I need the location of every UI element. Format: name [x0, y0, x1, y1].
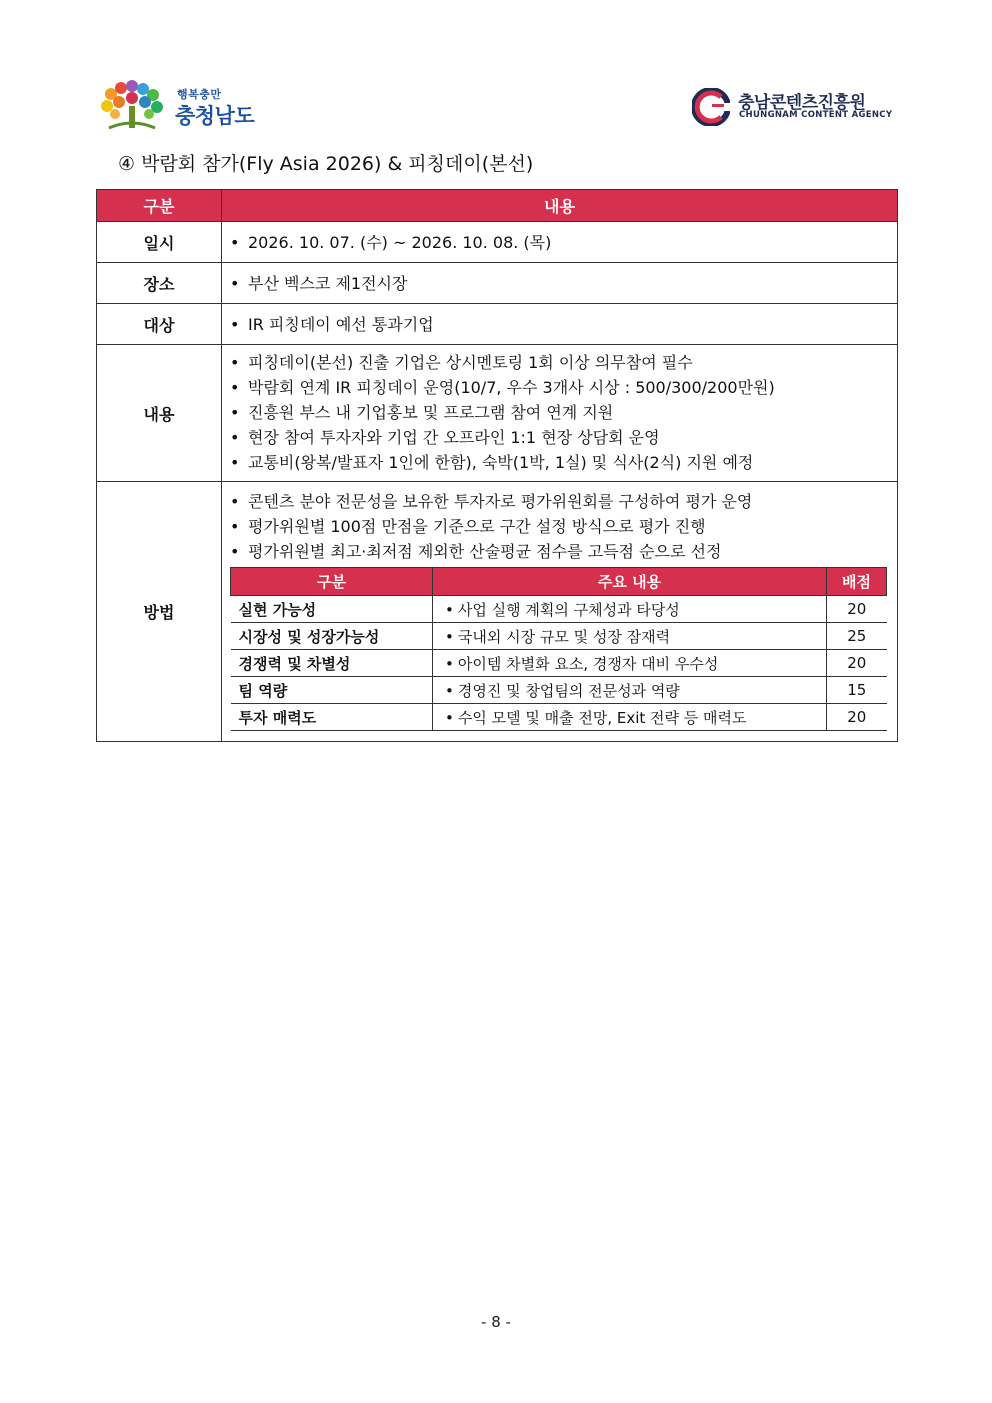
score-points: 15 — [827, 677, 887, 704]
table-row — [97, 482, 898, 742]
page-number: - 8 - — [481, 1313, 511, 1331]
score-header-points: 배점 — [827, 568, 887, 596]
table-row — [231, 650, 887, 677]
table-row — [97, 263, 898, 304]
list-item: • 평가위원별 100점 만점을 기준으로 구간 설정 방식으로 평가 진행 — [230, 514, 897, 539]
program-info-table — [96, 189, 898, 742]
table-row — [231, 704, 887, 731]
table-row — [97, 345, 898, 482]
row-content — [222, 263, 898, 304]
score-category: 시장성 및 성장가능성 — [231, 623, 433, 650]
row-label-details: 내용 — [97, 345, 222, 482]
row-content — [222, 304, 898, 345]
score-points: 20 — [827, 704, 887, 731]
score-content: • 사업 실행 계획의 구체성과 타당성 — [433, 596, 827, 623]
list-item: • 부산 벡스코 제1전시장 — [230, 271, 897, 296]
list-item: • 현장 참여 투자자와 기업 간 오프라인 1:1 현장 상담회 운영 — [230, 425, 897, 450]
score-content: • 국내외 시장 규모 및 성장 잠재력 — [433, 623, 827, 650]
row-label-place: 장소 — [97, 263, 222, 304]
score-category: 경쟁력 및 차별성 — [231, 650, 433, 677]
header-category: 구분 — [97, 190, 222, 222]
table-row — [231, 623, 887, 650]
tree-logo-icon — [99, 80, 165, 130]
agency-name-english: CHUNGNAM CONTENT AGENCY — [739, 110, 893, 120]
table-row — [97, 304, 898, 345]
score-header-row — [231, 568, 887, 596]
score-category: 실현 가능성 — [231, 596, 433, 623]
row-label-target: 대상 — [97, 304, 222, 345]
table-row — [97, 222, 898, 263]
row-label-date: 일시 — [97, 222, 222, 263]
list-item: • 평가위원별 최고·최저점 제외한 산술평균 점수를 고득점 순으로 선정 — [230, 539, 897, 564]
row-content — [222, 222, 898, 263]
list-item: • 진흥원 부스 내 기업홍보 및 프로그램 참여 연계 지원 — [230, 400, 897, 425]
table-header-row — [97, 190, 898, 222]
score-header-category: 구분 — [231, 568, 433, 596]
province-name: 충청남도 — [175, 104, 255, 128]
score-content: • 경영진 및 창업팀의 전문성과 역량 — [433, 677, 827, 704]
table-row — [231, 596, 887, 623]
list-item: • 콘텐츠 분야 전문성을 보유한 투자자로 평가위원회를 구성하여 평가 운영 — [230, 489, 897, 514]
score-header-content: 주요 내용 — [433, 568, 827, 596]
row-content — [222, 482, 898, 742]
section-title: ④ 박람회 참가(Fly Asia 2026) & 피칭데이(본선) — [118, 153, 534, 175]
evaluation-criteria-table — [230, 567, 887, 731]
list-item: • 박람회 연계 IR 피칭데이 운영(10/7, 우수 3개사 시상 : 500/300/200만원) — [230, 375, 897, 400]
province-slogan: 행복충만 — [177, 88, 222, 101]
table-row — [231, 677, 887, 704]
list-item: • 교통비(왕복/발표자 1인에 한함), 숙박(1박, 1실) 및 식사(2식) 지원 예정 — [230, 450, 897, 475]
content-agency-logo — [692, 86, 902, 130]
score-content: • 수익 모델 및 매출 전망, Exit 전략 등 매력도 — [433, 704, 827, 731]
score-category: 투자 매력도 — [231, 704, 433, 731]
row-label-method: 방법 — [97, 482, 222, 742]
list-item: • 피칭데이(본선) 진출 기업은 상시멘토링 1회 이상 의무참여 필수 — [230, 350, 897, 375]
score-points: 20 — [827, 596, 887, 623]
chungnam-province-logo — [99, 80, 269, 130]
score-points: 25 — [827, 623, 887, 650]
score-category: 팀 역량 — [231, 677, 433, 704]
header-content: 내용 — [222, 190, 898, 222]
agency-name-korean: 충남콘텐츠진흥원 — [738, 93, 866, 113]
agency-c-mark-icon — [692, 88, 730, 126]
score-points: 20 — [827, 650, 887, 677]
list-item: • 2026. 10. 07. (수) ~ 2026. 10. 08. (목) — [230, 230, 897, 255]
list-item: • IR 피칭데이 예선 통과기업 — [230, 312, 897, 337]
row-content — [222, 345, 898, 482]
score-content: • 아이템 차별화 요소, 경쟁자 대비 우수성 — [433, 650, 827, 677]
